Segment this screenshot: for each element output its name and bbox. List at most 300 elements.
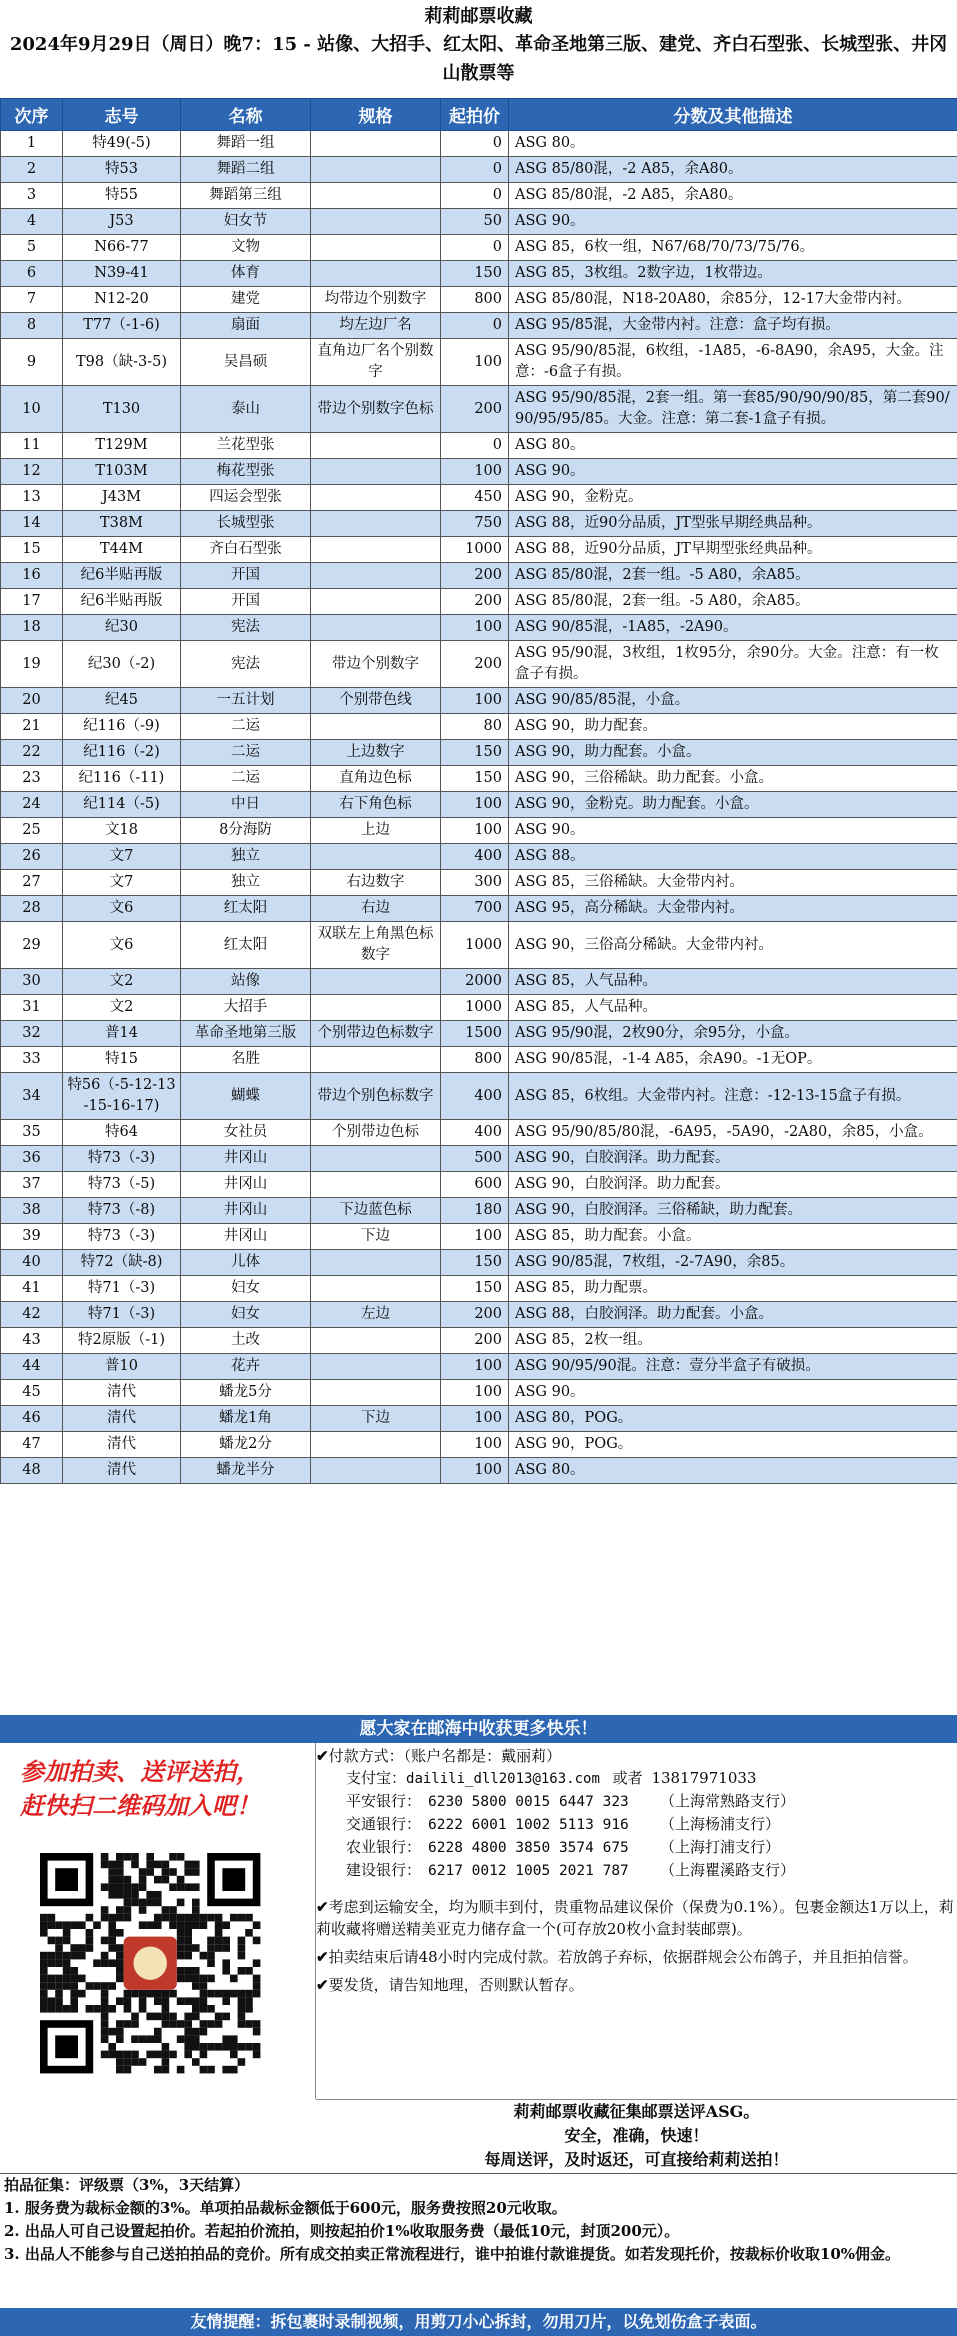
promo-line-2: 赶快扫二维码加入吧！	[20, 1791, 260, 1820]
lot-number: 42	[1, 1302, 63, 1328]
grade-description: ASG 90，白胶润泽。三俗稀缺，助力配套。	[509, 1198, 957, 1224]
stamp-code: T129M	[63, 433, 181, 459]
stamp-code: N39-41	[63, 261, 181, 287]
table-row	[1, 1146, 957, 1172]
stamp-code: J53	[63, 209, 181, 235]
table-row	[1, 235, 957, 261]
lot-number: 5	[1, 235, 63, 261]
table-row	[1, 1073, 957, 1120]
table-row	[1, 896, 957, 922]
grade-description: ASG 80。	[509, 131, 957, 157]
stamp-code: T77（-1-6)	[63, 313, 181, 339]
stamp-code: 文2	[63, 969, 181, 995]
stamp-spec: 直角边厂名个别数字	[311, 339, 441, 386]
stamp-name: 革命圣地第三版	[181, 1021, 311, 1047]
stamp-spec: 均带边个别数字	[311, 287, 441, 313]
starting-price: 0	[441, 157, 509, 183]
bank-branch: （上海杨浦支行）	[660, 1815, 781, 1833]
payment-label: 付款方式：	[328, 1747, 404, 1765]
lot-number: 2	[1, 157, 63, 183]
grade-description: ASG 90，金粉克。助力配套。小盒。	[509, 792, 957, 818]
promo-panel	[0, 1743, 316, 2099]
bank-branch: （上海瞿溪路支行）	[660, 1861, 796, 1879]
grade-description: ASG 90，白胶润泽。助力配套。	[509, 1172, 957, 1198]
bank-account: 6222 6001 1002 5113 916	[428, 1817, 629, 1833]
starting-price: 150	[441, 261, 509, 287]
lot-number: 40	[1, 1250, 63, 1276]
stamp-spec	[311, 1172, 441, 1198]
starting-price: 0	[441, 433, 509, 459]
bank-name: 交通银行：	[346, 1815, 422, 1833]
stamp-name: 井冈山	[181, 1198, 311, 1224]
table-row	[1, 1047, 957, 1073]
starting-price: 100	[441, 615, 509, 641]
lot-number: 23	[1, 766, 63, 792]
stamp-name: 齐白石型张	[181, 537, 311, 563]
bank-list	[316, 1790, 957, 1882]
col-header-name: 名称	[181, 99, 311, 131]
stamp-name: 站像	[181, 969, 311, 995]
stamp-code: 清代	[63, 1458, 181, 1484]
table-row	[1, 766, 957, 792]
lot-number: 46	[1, 1406, 63, 1432]
table-row	[1, 922, 957, 969]
stamp-spec	[311, 1276, 441, 1302]
lot-number: 10	[1, 386, 63, 433]
grade-description: ASG 85/80混，2套一组。-5 A80，余A85。	[509, 563, 957, 589]
lot-number: 37	[1, 1172, 63, 1198]
table-row	[1, 1120, 957, 1146]
starting-price: 100	[441, 792, 509, 818]
stamp-spec: 直角边色标	[311, 766, 441, 792]
stamp-spec	[311, 1380, 441, 1406]
table-row	[1, 870, 957, 896]
table-row	[1, 1172, 957, 1198]
stamp-code: N66-77	[63, 235, 181, 261]
rule-item: 2. 出品人可自己设置起拍价。若起拍价流拍，则按起拍价1%收取服务费（最低10元，封顶200元）。	[4, 2222, 680, 2240]
stamp-code: 纪30（-2)	[63, 641, 181, 688]
stamp-name: 土改	[181, 1328, 311, 1354]
col-header-spec: 规格	[311, 99, 441, 131]
stamp-code: 普10	[63, 1354, 181, 1380]
table-row	[1, 386, 957, 433]
stamp-name: 蟠龙半分	[181, 1458, 311, 1484]
grade-description: ASG 85/80混，N18-20A80，余85分，12-17大金带内衬。	[509, 287, 957, 313]
stamp-name: 井冈山	[181, 1146, 311, 1172]
table-row	[1, 1250, 957, 1276]
table-row	[1, 1198, 957, 1224]
stamp-code: 文18	[63, 818, 181, 844]
stamp-spec: 左边	[311, 1302, 441, 1328]
alipay-account: dailili_dll2013@163.com	[406, 1771, 600, 1787]
stamp-code: T44M	[63, 537, 181, 563]
grade-description: ASG 95/90混，3枚组，1枚95分，余90分。大金。注意：有一枚盒子有损。	[509, 641, 957, 688]
lot-number: 13	[1, 485, 63, 511]
bank-branch: （上海常熟路支行）	[660, 1792, 796, 1810]
stamp-name: 二运	[181, 766, 311, 792]
col-header-order: 次序	[1, 99, 63, 131]
table-row	[1, 433, 957, 459]
starting-price: 100	[441, 459, 509, 485]
stamp-name: 蝴蝶	[181, 1073, 311, 1120]
table-row	[1, 641, 957, 688]
lot-number: 33	[1, 1047, 63, 1073]
stamp-code: 纪116（-2)	[63, 740, 181, 766]
lot-number: 1	[1, 131, 63, 157]
stamp-spec	[311, 844, 441, 870]
qr-code-icon[interactable]	[18, 1851, 282, 2075]
stamp-name: 蟠龙2分	[181, 1432, 311, 1458]
stamp-code: 文7	[63, 870, 181, 896]
stamp-name: 长城型张	[181, 511, 311, 537]
lot-number: 48	[1, 1458, 63, 1484]
stamp-spec: 个别带色线	[311, 688, 441, 714]
starting-price: 200	[441, 641, 509, 688]
table-row	[1, 1432, 957, 1458]
starting-price: 100	[441, 1458, 509, 1484]
table-row	[1, 844, 957, 870]
bank-account: 6230 5800 0015 6447 323	[428, 1794, 629, 1810]
lot-number: 47	[1, 1432, 63, 1458]
grade-description: ASG 90，助力配套。	[509, 714, 957, 740]
starting-price: 100	[441, 1380, 509, 1406]
lot-number: 24	[1, 792, 63, 818]
starting-price: 180	[441, 1198, 509, 1224]
bank-name: 农业银行：	[346, 1838, 422, 1856]
stamp-spec	[311, 714, 441, 740]
table-row	[1, 459, 957, 485]
lot-number: 11	[1, 433, 63, 459]
table-row	[1, 287, 957, 313]
starting-price: 800	[441, 287, 509, 313]
starting-price: 200	[441, 1328, 509, 1354]
stamp-code: 清代	[63, 1406, 181, 1432]
stamp-spec	[311, 1354, 441, 1380]
payment-deadline-note	[316, 1946, 957, 1968]
table-row	[1, 589, 957, 615]
header	[0, 0, 957, 99]
stamp-spec	[311, 261, 441, 287]
starting-price: 100	[441, 1224, 509, 1250]
lot-number: 16	[1, 563, 63, 589]
stamp-spec: 下边	[311, 1406, 441, 1432]
table-row	[1, 261, 957, 287]
stamp-code: 纪6半贴再版	[63, 589, 181, 615]
starting-price: 800	[441, 1047, 509, 1073]
lot-number: 25	[1, 818, 63, 844]
stamp-spec	[311, 183, 441, 209]
stamp-name: 四运会型张	[181, 485, 311, 511]
stamp-name: 蟠龙1角	[181, 1406, 311, 1432]
slogan-line-3: 每周送评，及时返还，可直接给莉莉送拍！	[484, 2150, 789, 2169]
grade-description: ASG 90/85混，-1A85，-2A90。	[509, 615, 957, 641]
col-header-desc: 分数及其他描述	[509, 99, 957, 131]
table-row	[1, 1276, 957, 1302]
grade-description: ASG 95/90/85混，2套一组。第一套85/90/90/90/85，第二套90/90/95/95/85。大金。注意：第二套-1盒子有损。	[509, 386, 957, 433]
lot-number: 20	[1, 688, 63, 714]
stamp-spec: 上边	[311, 818, 441, 844]
table-row	[1, 740, 957, 766]
grade-description: ASG 90，三俗稀缺。助力配套。小盒。	[509, 766, 957, 792]
grade-description: ASG 90，助力配套。小盒。	[509, 740, 957, 766]
starting-price: 750	[441, 511, 509, 537]
stamp-spec: 下边蓝色标	[311, 1198, 441, 1224]
stamp-spec: 上边数字	[311, 740, 441, 766]
starting-price: 1000	[441, 922, 509, 969]
stamp-name: 独立	[181, 870, 311, 896]
stamp-spec: 带边个别色标数字	[311, 1073, 441, 1120]
bank-account: 6228 4800 3850 3574 675	[428, 1840, 629, 1856]
stamp-name: 二运	[181, 740, 311, 766]
stamp-spec	[311, 589, 441, 615]
stamp-spec: 右下角色标	[311, 792, 441, 818]
stamp-spec: 个别带边色标数字	[311, 1021, 441, 1047]
starting-price: 0	[441, 235, 509, 261]
stamp-code: 特71（-3)	[63, 1276, 181, 1302]
stamp-name: 文物	[181, 235, 311, 261]
grade-description: ASG 85，助力配票。	[509, 1276, 957, 1302]
stamp-name: 红太阳	[181, 922, 311, 969]
stamp-name: 妇女节	[181, 209, 311, 235]
grade-description: ASG 85，3枚组。2数字边，1枚带边。	[509, 261, 957, 287]
starting-price: 80	[441, 714, 509, 740]
stamp-code: T38M	[63, 511, 181, 537]
stamp-name: 舞蹈二组	[181, 157, 311, 183]
starting-price: 100	[441, 1354, 509, 1380]
stamp-code: 纪30	[63, 615, 181, 641]
stamp-spec: 带边个别数字色标	[311, 386, 441, 433]
grade-description: ASG 80。	[509, 1458, 957, 1484]
table-row	[1, 1328, 957, 1354]
grade-description: ASG 88。	[509, 844, 957, 870]
starting-price: 1000	[441, 537, 509, 563]
stamp-spec	[311, 157, 441, 183]
grade-description: ASG 90，金粉克。	[509, 485, 957, 511]
bank-row	[316, 1859, 957, 1882]
lot-number: 8	[1, 313, 63, 339]
grade-description: ASG 85，6枚组。大金带内衬。注意：-12-13-15盒子有损。	[509, 1073, 957, 1120]
bank-name: 平安银行：	[346, 1792, 422, 1810]
footer-reminder: 友情提醒：拆包裹时录制视频，用剪刀小心拆封，勿用刀片，以免划伤盒子表面。	[0, 2308, 957, 2336]
table-row	[1, 131, 957, 157]
stamp-name: 蟠龙5分	[181, 1380, 311, 1406]
stamp-code: T98（缺-3-5)	[63, 339, 181, 386]
grade-description: ASG 95/90/85/80混，-6A95，-5A90，-2A80，余85，小盒。	[509, 1120, 957, 1146]
lot-number: 12	[1, 459, 63, 485]
rules-section	[0, 2173, 957, 2309]
stamp-code: 文6	[63, 896, 181, 922]
stamp-name: 开国	[181, 563, 311, 589]
lot-number: 32	[1, 1021, 63, 1047]
starting-price: 400	[441, 1073, 509, 1120]
lot-number: 26	[1, 844, 63, 870]
stamp-spec	[311, 209, 441, 235]
table-row	[1, 563, 957, 589]
starting-price: 200	[441, 563, 509, 589]
stamp-code: 特73（-5)	[63, 1172, 181, 1198]
stamp-code: 特71（-3)	[63, 1302, 181, 1328]
lot-number: 3	[1, 183, 63, 209]
table-header-row	[1, 99, 957, 131]
grade-description: ASG 88，近90分品质，JT型张早期经典品种。	[509, 511, 957, 537]
lot-number: 34	[1, 1073, 63, 1120]
stamp-name: 女社员	[181, 1120, 311, 1146]
stamp-spec: 右边数字	[311, 870, 441, 896]
starting-price: 200	[441, 386, 509, 433]
stamp-name: 吴昌硕	[181, 339, 311, 386]
stamp-spec: 下边	[311, 1224, 441, 1250]
lot-number: 19	[1, 641, 63, 688]
stamp-code: 特53	[63, 157, 181, 183]
stamp-name: 红太阳	[181, 896, 311, 922]
starting-price: 150	[441, 1276, 509, 1302]
stamp-code: 特15	[63, 1047, 181, 1073]
shipping-note-text: 考虑到运输安全，均为顺丰到付，贵重物品建议保价（保费为0.1%）。包裹金额达1万以上，莉莉收藏将赠送精美亚克力储存盒一个(可存放20枚小盒封装邮票)。	[316, 1898, 954, 1938]
lot-number: 6	[1, 261, 63, 287]
table-row	[1, 1406, 957, 1432]
stamp-code: T130	[63, 386, 181, 433]
stamp-name: 舞蹈第三组	[181, 183, 311, 209]
stamp-code: N12-20	[63, 287, 181, 313]
stamp-spec	[311, 563, 441, 589]
stamp-code: 特73（-3)	[63, 1146, 181, 1172]
table-row	[1, 1458, 957, 1484]
rules-title: 拍品征集：评级票（3%，3天结算）	[4, 2176, 250, 2194]
stamp-name: 妇女	[181, 1276, 311, 1302]
lot-number: 38	[1, 1198, 63, 1224]
stamp-name: 舞蹈一组	[181, 131, 311, 157]
grade-description: ASG 85，人气品种。	[509, 995, 957, 1021]
check-icon: ✔	[316, 1976, 329, 1994]
starting-price: 200	[441, 589, 509, 615]
stamp-code: 清代	[63, 1432, 181, 1458]
starting-price: 150	[441, 1250, 509, 1276]
stamp-code: 特2原版（-1)	[63, 1328, 181, 1354]
table-row	[1, 615, 957, 641]
bank-branch: （上海打浦支行）	[660, 1838, 781, 1856]
stamp-name: 宪法	[181, 641, 311, 688]
stamp-spec	[311, 485, 441, 511]
stamp-code: T103M	[63, 459, 181, 485]
table-row	[1, 1021, 957, 1047]
check-icon: ✔	[316, 1747, 329, 1765]
table-row	[1, 183, 957, 209]
starting-price: 2000	[441, 969, 509, 995]
check-icon: ✔	[316, 1898, 329, 1916]
grade-description: ASG 80。	[509, 433, 957, 459]
stamp-spec	[311, 1146, 441, 1172]
table-row	[1, 485, 957, 511]
grade-description: ASG 95，高分稀缺。大金带内衬。	[509, 896, 957, 922]
stamp-name: 宪法	[181, 615, 311, 641]
stamp-name: 名胜	[181, 1047, 311, 1073]
table-row	[1, 792, 957, 818]
stamp-spec: 双联左上角黑色标数字	[311, 922, 441, 969]
stamp-name: 建党	[181, 287, 311, 313]
starting-price: 400	[441, 1120, 509, 1146]
rule-item: 1. 服务费为裁标金额的3%。单项拍品裁标金额低于600元，服务费按照20元收取。	[4, 2199, 567, 2217]
lot-number: 28	[1, 896, 63, 922]
starting-price: 200	[441, 1302, 509, 1328]
lot-number: 7	[1, 287, 63, 313]
stamp-name: 中日	[181, 792, 311, 818]
grade-description: ASG 90。	[509, 1380, 957, 1406]
stamp-code: 特72（缺-8)	[63, 1250, 181, 1276]
stamp-spec	[311, 1047, 441, 1073]
starting-price: 400	[441, 844, 509, 870]
table-row	[1, 313, 957, 339]
stamp-name: 二运	[181, 714, 311, 740]
table-row	[1, 818, 957, 844]
starting-price: 600	[441, 1172, 509, 1198]
starting-price: 100	[441, 688, 509, 714]
grade-description: ASG 85/80混，-2 A85，余A80。	[509, 157, 957, 183]
stamp-code: 特49(-5)	[63, 131, 181, 157]
stamp-code: 特73（-3)	[63, 1224, 181, 1250]
stamp-code: 纪116（-9)	[63, 714, 181, 740]
lot-number: 29	[1, 922, 63, 969]
grade-description: ASG 88，近90分品质，JT早期型张经典品种。	[509, 537, 957, 563]
grade-description: ASG 85/80混，2套一组。-5 A80，余A85。	[509, 589, 957, 615]
grade-description: ASG 88，白胶润泽。助力配套。小盒。	[509, 1302, 957, 1328]
rule-item: 3. 出品人不能参与自己送拍拍品的竞价。所有成交拍卖正常流程进行，谁中拍谁付款谁提货。如若发现托价，按裁标价收取10%佣金。	[4, 2245, 901, 2263]
stamp-name: 花卉	[181, 1354, 311, 1380]
grade-description: ASG 95/85混，大金带内衬。注意：盒子均有损。	[509, 313, 957, 339]
grade-description: ASG 90/85/85混，小盒。	[509, 688, 957, 714]
lot-number: 41	[1, 1276, 63, 1302]
promo-line-1: 参加拍卖、送评送拍，	[20, 1757, 260, 1786]
stamp-code: J43M	[63, 485, 181, 511]
phone-number: 13817971033	[651, 1769, 757, 1787]
slogan-line-1: 莉莉邮票收藏征集邮票送评ASG。	[513, 2102, 760, 2121]
starting-price: 1500	[441, 1021, 509, 1047]
stamp-spec	[311, 1328, 441, 1354]
stamp-spec	[311, 459, 441, 485]
grade-description: ASG 90/95/90混。注意：壹分半盒子有破损。	[509, 1354, 957, 1380]
starting-price: 1000	[441, 995, 509, 1021]
stamp-code: 特64	[63, 1120, 181, 1146]
stamp-name: 扇面	[181, 313, 311, 339]
stamp-code: 文2	[63, 995, 181, 1021]
table-row	[1, 995, 957, 1021]
table-row	[1, 339, 957, 386]
grade-description: ASG 90。	[509, 459, 957, 485]
lot-number: 22	[1, 740, 63, 766]
starting-price: 50	[441, 209, 509, 235]
stamp-code: 特56（-5-12-13-15-16-17)	[63, 1073, 181, 1120]
stamp-spec	[311, 235, 441, 261]
grade-description: ASG 90/85混，7枚组，-2-7A90，余85。	[509, 1250, 957, 1276]
col-header-code: 志号	[63, 99, 181, 131]
stamp-spec	[311, 995, 441, 1021]
stamp-code: 纪45	[63, 688, 181, 714]
stamp-name: 大招手	[181, 995, 311, 1021]
alipay-label: 支付宝：	[346, 1769, 407, 1787]
wish-banner: 愿大家在邮海中收获更多快乐！	[0, 1715, 957, 1743]
grade-description: ASG 90，POG。	[509, 1432, 957, 1458]
stamp-name: 体育	[181, 261, 311, 287]
lot-number: 43	[1, 1328, 63, 1354]
check-icon: ✔	[316, 1948, 329, 1966]
stamp-name: 井冈山	[181, 1172, 311, 1198]
table-row	[1, 714, 957, 740]
starting-price: 700	[441, 896, 509, 922]
grade-description: ASG 85，人气品种。	[509, 969, 957, 995]
grade-description: ASG 85，2枚一组。	[509, 1328, 957, 1354]
bank-row	[316, 1836, 957, 1859]
grade-description: ASG 95/90混，2枚90分，余95分，小盒。	[509, 1021, 957, 1047]
lot-number: 44	[1, 1354, 63, 1380]
